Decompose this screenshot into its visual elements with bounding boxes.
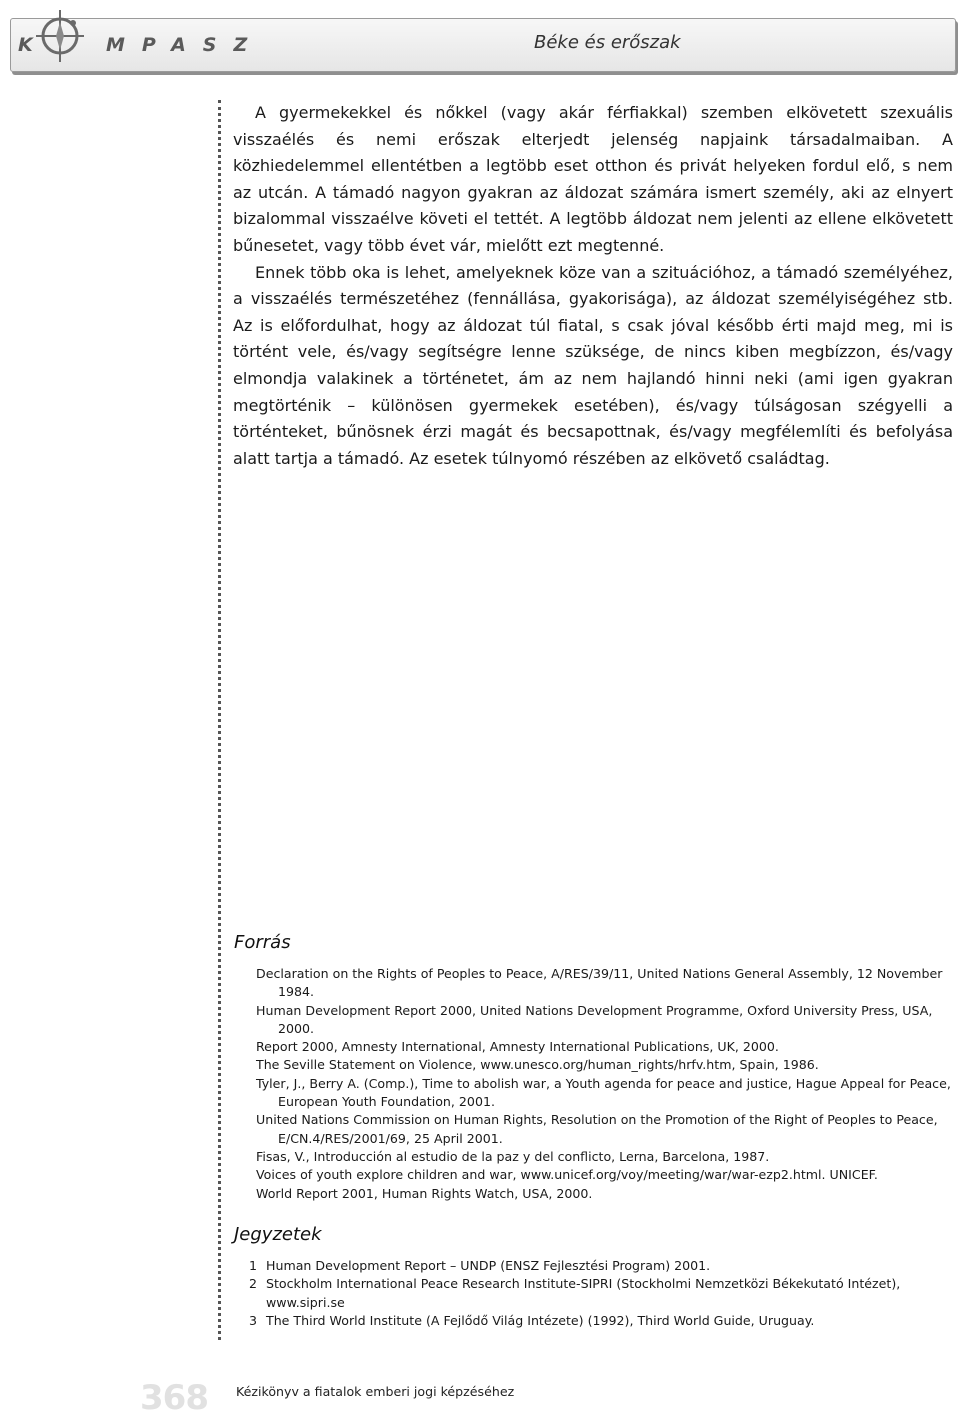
note-item bbox=[249, 1275, 949, 1312]
source-item: Tyler, J., Berry A. (Comp.), Time to abolish war, a Youth agenda for peace and justice, Hague Appeal for Peace, European Youth Foundation, 2001. bbox=[256, 1075, 951, 1110]
dotted-margin-rule bbox=[218, 100, 221, 1340]
main-text bbox=[233, 100, 953, 472]
note-number: 1 bbox=[249, 1258, 258, 1273]
page-header bbox=[0, 0, 960, 80]
page-number: 368 bbox=[140, 1378, 208, 1418]
source-item: Report 2000, Amnesty International, Amnesty International Publications, UK, 2000. bbox=[256, 1039, 779, 1055]
sources-heading: Forrás bbox=[234, 932, 291, 953]
note-text: Human Development Report – UNDP (ENSZ Fejlesztési Program) 2001. bbox=[266, 1258, 711, 1273]
source-item: Voices of youth explore children and war, www.unicef.org/voy/meeting/war/war-ezp2.html. UNICEF. bbox=[256, 1167, 878, 1183]
source-item: Declaration on the Rights of Peoples to Peace, A/RES/39/11, United Nations General Assembly, 12 November 1984. bbox=[256, 966, 943, 1000]
logo-letter-k: K bbox=[18, 34, 50, 56]
body-paragraph: A gyermekekkel és nőkkel (vagy akár férfiakkal) szemben elkövetett szexuális visszaélés és nemi erőszak elterjedt jelenség napjaink társadalmaiban. A közhiedelemmel ellentétben a legtöbb eset otthon és privát helyeken fordul elő, s nem az utcán. A támadó nagyon gyakran az áldozat számára ismert személy, aki az elnyert bizalommal visszaélve követi el tettét. A legtöbb áldozat nem jelenti az ellene elkövetett bűnesetet, vagy több évet vár, mielőtt ezt megtenné. bbox=[233, 103, 953, 255]
note-item bbox=[249, 1257, 949, 1275]
source-item: Human Development Report 2000, United Nations Development Programme, Oxford University Press, USA, 2000. bbox=[256, 1002, 933, 1036]
note-number: 2 bbox=[249, 1276, 258, 1292]
note-text: The Third World Institute (A Fejlődő Világ Intézete) (1992), Third World Guide, Uruguay. bbox=[266, 1312, 815, 1328]
chapter-title: Béke és erőszak bbox=[534, 32, 681, 53]
body-paragraph: Ennek több oka is lehet, amelyeknek köze van a szituációhoz, a támadó személyéhez, a visszaélés természetéhez (fennállása, gyakorisága), az áldozat személyiségéhez stb. Az is előfordulhat, hogy az áldozat túl fiatal, s csak jóval később érti majd meg, mi is történt vele, és/vagy segítségre lenne szüksége, de nincs kiben megbízzon, és/vagy elmondja valakinek a történetet, ám az nem hajlandó hinni neki (ami igen gyakran megtörténik – különösen gyermekek esetében), és/vagy túlságosan szégyelli a történteket, bűnösnek érzi magát és becsapottnak, és/vagy megfélemlíti és befolyása alatt tartja a támadó. Az esetek túlnyomó részében az elkövető családtag. bbox=[233, 262, 953, 468]
source-item: The Seville Statement on Violence, www.unesco.org/human_rights/hrfv.htm, Spain, 1986. bbox=[256, 1057, 819, 1073]
note-text: Stockholm International Peace Research Institute-SIPRI (Stockholmi Nemzetközi Békekutató Intézet), www.sipri.se bbox=[266, 1276, 901, 1310]
note-number: 3 bbox=[249, 1312, 258, 1328]
source-item: United Nations Commission on Human Rights, Resolution on the Promotion of the Right of Peoples to Peace, E/CN.4/RES/2001/69, 25 April 2001. bbox=[256, 1112, 938, 1146]
footer-book-title: Kézikönyv a fiatalok emberi jogi képzéséhez bbox=[236, 1384, 515, 1399]
note-item bbox=[249, 1312, 949, 1330]
source-item: Fisas, V., Introducción al estudio de la paz y del conflicto, Lerna, Barcelona, 1987. bbox=[256, 1148, 770, 1164]
notes-heading: Jegyzetek bbox=[234, 1224, 322, 1245]
notes-list bbox=[249, 1257, 949, 1330]
sources-list bbox=[256, 965, 956, 1203]
source-item: World Report 2001, Human Rights Watch, USA, 2000. bbox=[256, 1185, 593, 1201]
logo-letters-mpasz: MPASZ bbox=[106, 34, 265, 56]
